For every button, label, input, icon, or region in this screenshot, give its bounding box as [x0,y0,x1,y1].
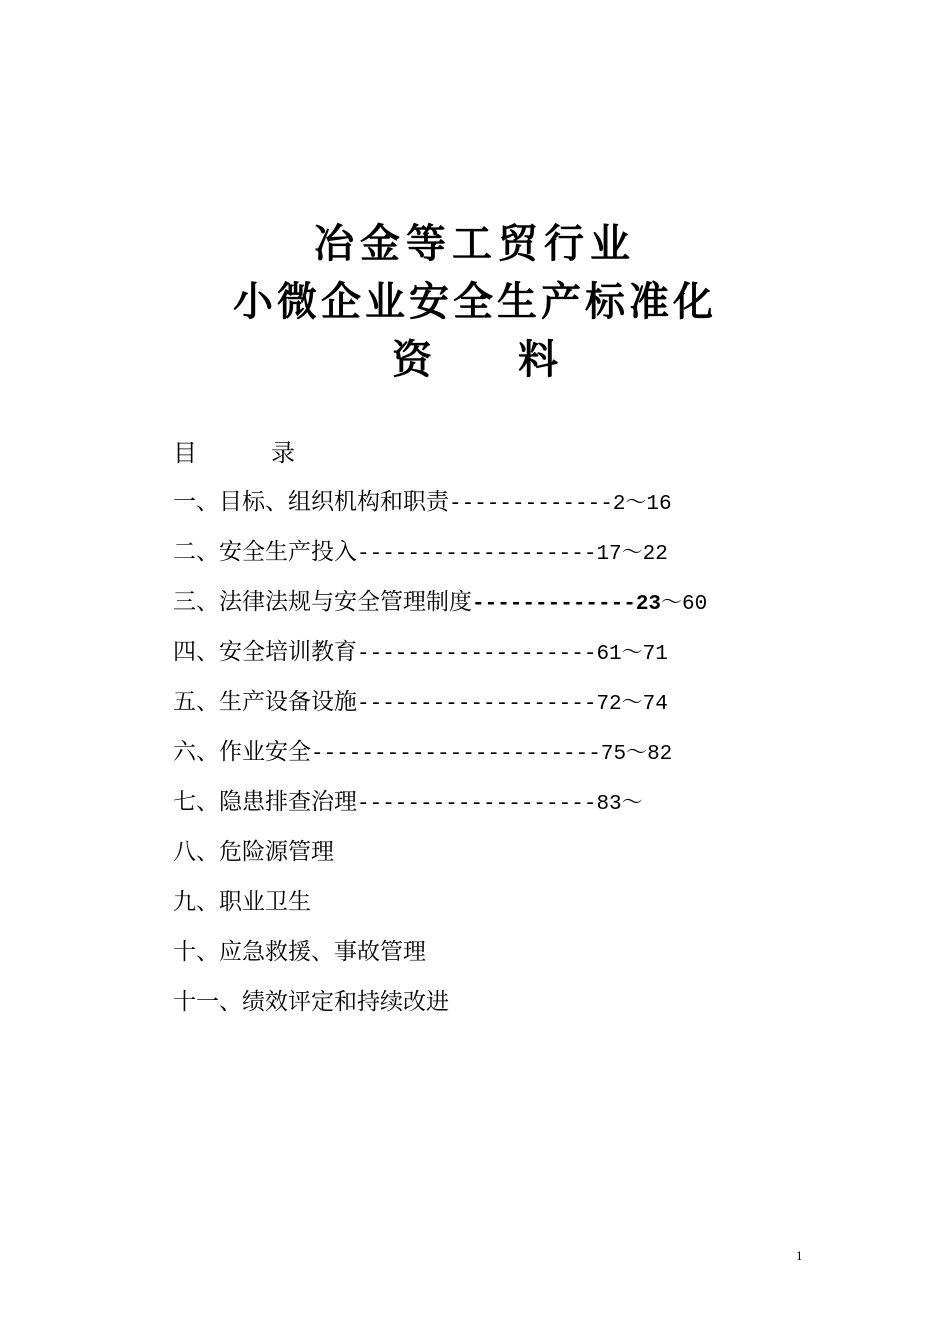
toc-item-label: 八、危险源管理 [173,839,334,865]
toc-item-label: 一、目标、组织机构和职责 [173,489,449,515]
toc-item-label: 三、法律法规与安全管理制度 [173,589,472,615]
toc-item-pages-end: ～60 [661,593,708,616]
toc-item-pages: 2～16 [612,493,672,516]
toc-item-pages: 17～22 [596,543,668,566]
toc-item-leader: ------------- [449,493,613,516]
toc-item-leader: ------------- [472,593,636,616]
document-title-line-3 [0,334,950,386]
toc-item-1[interactable] [173,483,707,533]
toc-item-leader: ------------------- [357,643,597,666]
toc-item-label: 五、生产设备设施 [173,689,357,715]
toc-item-pages: 61～71 [596,643,668,666]
toc-item-label: 十、应急救援、事故管理 [173,939,426,965]
table-of-contents [173,483,707,1033]
toc-heading-lu: 录 [271,439,295,467]
toc-item-leader: ------------------- [357,543,597,566]
toc-heading-mu: 目 [173,439,197,467]
title-word-zi: 资 [392,337,432,383]
document-title-line-2: 小微企业安全生产标准化 [233,279,717,325]
toc-item-pages: 72～74 [596,693,668,716]
toc-item-2[interactable] [173,533,707,583]
toc-item-label: 二、安全生产投入 [173,539,357,565]
toc-item-leader: ------------------- [357,793,597,816]
toc-heading [173,436,295,470]
toc-item-label: 十一、绩效评定和持续改进 [173,989,449,1015]
title-word-liao: 料 [518,337,558,383]
toc-item-3[interactable] [173,583,707,633]
document-title-line-1: 冶金等工贸行业 [314,221,636,267]
toc-item-pages [636,593,707,616]
toc-item-label: 六、作业安全 [173,739,311,765]
toc-item-9[interactable] [173,883,707,933]
toc-item-pages-start: 23 [635,593,662,616]
toc-item-label: 九、职业卫生 [173,889,311,915]
toc-item-pages: 75～82 [600,743,673,766]
toc-item-4[interactable] [173,633,707,683]
toc-item-8[interactable] [173,833,707,883]
toc-item-leader: ------------------- [357,693,597,716]
toc-item-leader: ----------------------- [311,743,601,766]
page-number: 1 [796,1248,803,1263]
toc-item-11[interactable] [173,983,707,1033]
toc-item-6[interactable] [173,733,707,783]
toc-item-5[interactable] [173,683,707,733]
toc-item-label: 四、安全培训教育 [173,639,357,665]
toc-item-7[interactable] [173,783,707,833]
toc-item-10[interactable] [173,933,707,983]
toc-item-pages: 83～ [596,793,643,816]
toc-item-label: 七、隐患排查治理 [173,789,357,815]
